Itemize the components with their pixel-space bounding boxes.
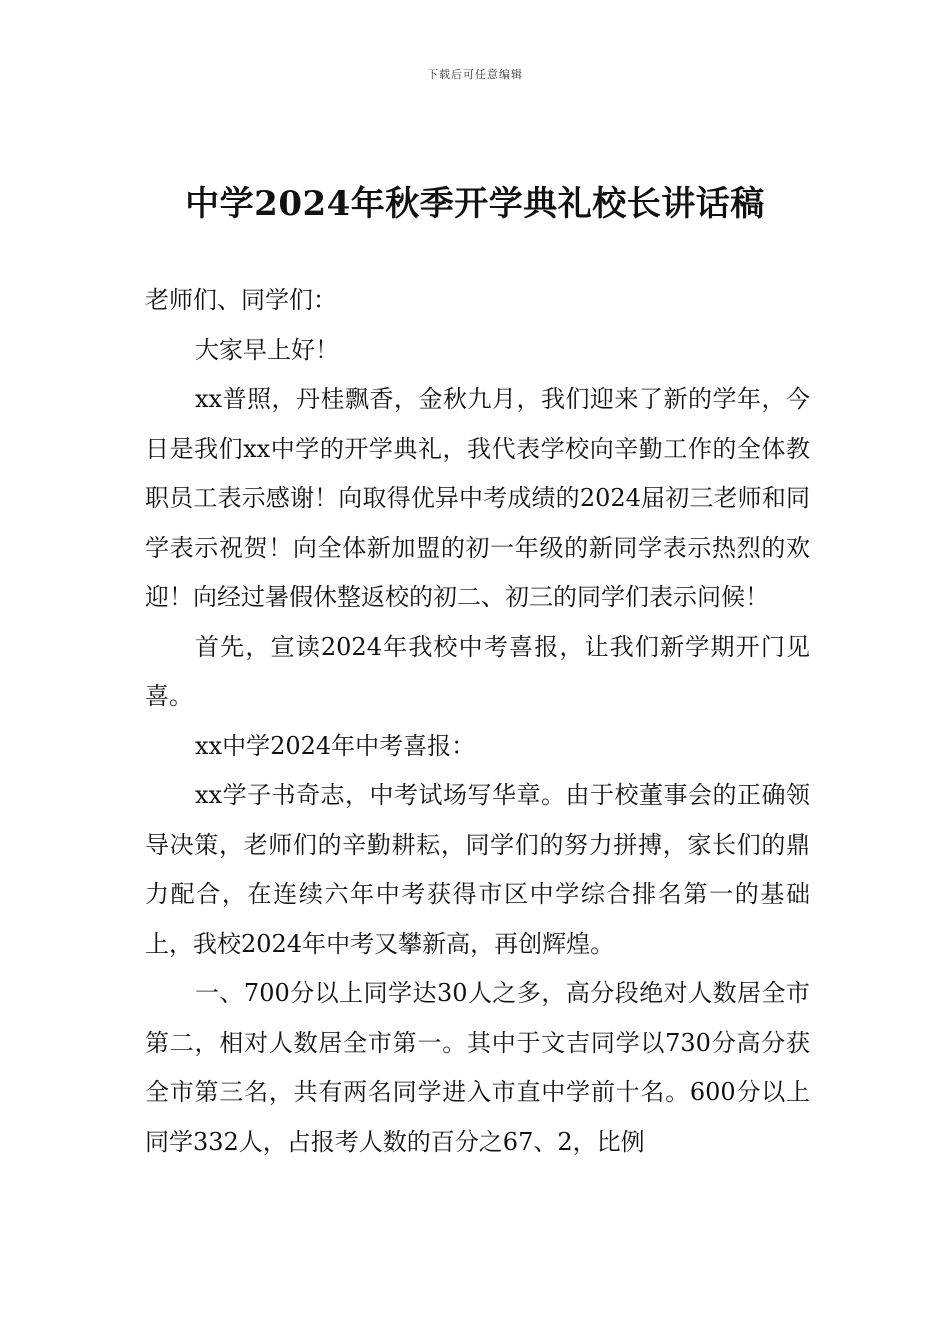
document-body — [145, 276, 810, 1167]
body-paragraph: xx中学2024年中考喜报： — [195, 731, 476, 760]
salutation: 老师们、同学们： — [145, 286, 337, 314]
body-paragraph: xx普照，丹桂飘香，金秋九月，我们迎来了新的学年，今日是我们xx中学的开学典礼，我代表学校向辛勤工作的全体教职员工表示感谢！向取得优异中考成绩的2024届初三老师和同学表示祝贺！向全体新加盟的初一年级的新同学表示热烈的欢迎！向经过暑假休整返校的初二、初三的同学们表示问候！ — [145, 385, 810, 611]
body-paragraph: 首先，宣读2024年我校中考喜报，让我们新学期开门见喜。 — [145, 632, 810, 710]
greeting-paragraph: 大家早上好！ — [195, 335, 339, 364]
page-header-note: 下载后可任意编辑 — [427, 68, 523, 81]
document-title: 中学2024年秋季开学典礼校长讲话稿 — [185, 184, 765, 224]
body-paragraph: xx学子书奇志，中考试场写华章。由于校董事会的正确领导决策，老师们的辛勤耕耘，同学们的努力拼搏，家长们的鼎力配合，在连续六年中考获得市区中学综合排名第一的基础上，我校2024年中考又攀新高，再创辉煌。 — [145, 781, 810, 958]
body-paragraph: 一、700分以上同学达30人之多，高分段绝对人数居全市第二，相对人数居全市第一。其中于文吉同学以730分高分获全市第三名，共有两名同学进入市直中学前十名。600分以上同学332人，占报考人数的百分之67、2，比例 — [145, 979, 810, 1156]
